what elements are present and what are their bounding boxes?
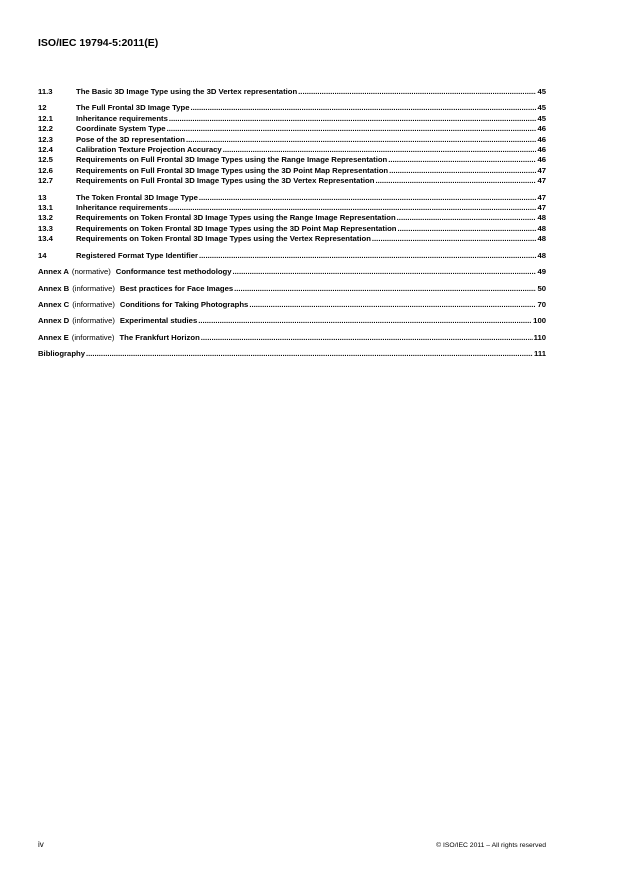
toc-entry[interactable] [38,213,546,223]
toc-entry-page: 48 [537,234,546,244]
toc-entry-title: Coordinate System Type [76,124,166,134]
toc-entry-title: Requirements on Token Frontal 3D Image Types using the 3D Point Map Representation [76,223,397,233]
toc-entry-page: 45 [537,103,546,113]
toc-annex-entry[interactable] [38,316,546,326]
dot-leader [86,349,533,359]
toc-entry-page: 48 [537,250,546,260]
dot-leader [388,155,536,165]
annex-title: The Frankfurt Horizon [119,332,200,342]
dot-leader [201,333,533,343]
dot-leader [186,135,537,145]
toc-entry[interactable] [38,176,546,186]
toc-entry-title: The Basic 3D Image Type using the 3D Vertex representation [76,87,298,96]
toc-entry[interactable] [38,145,546,155]
dot-leader [375,176,536,186]
toc-annex-entry[interactable] [38,284,546,294]
toc-entry[interactable] [38,251,546,261]
dot-leader [167,124,537,134]
toc-entry-title: Requirements on Full Frontal 3D Image Types using the Range Image Representation [76,155,388,165]
bibliography-page: 111 [534,349,546,359]
annex-kind: (informative) [72,316,115,326]
toc-entry-title: Inheritance requirements [76,203,168,213]
toc-entry-number: 13.2 [38,213,53,223]
footer-copyright: © ISO/IEC 2011 – All rights reserved [436,842,546,849]
toc-entry-title: Requirements on Full Frontal 3D Image Types using the 3D Point Map Representation [76,165,389,175]
toc-entry-page: 45 [537,113,546,123]
dot-leader [234,284,536,294]
dot-leader [198,316,532,326]
toc-entry-number: 12.6 [38,165,53,175]
annex-label: Annex C [38,299,70,309]
toc-entry-title: Pose of the 3D representation [76,134,185,144]
toc-entry-page: 47 [537,192,546,202]
annex-page: 49 [537,267,546,277]
annex-label: Annex A [38,267,69,277]
toc-entry-page: 48 [537,223,546,233]
dot-leader [223,145,537,155]
toc-entry[interactable] [38,87,546,97]
dot-leader [199,251,536,261]
annex-page: 100 [533,316,546,326]
toc-entry-title: The Token Frontal 3D Image Type [76,192,198,202]
annex-title: Conditions for Taking Photographs [119,299,249,309]
dot-leader [190,103,536,113]
toc-entry-title: Registered Format Type Identifier [76,250,199,260]
annex-kind: (normative) [71,267,111,277]
dot-leader [169,203,537,213]
toc-entry-title: Inheritance requirements [76,113,168,123]
toc-entry-number: 14 [38,250,47,260]
annex-label: Annex D [38,316,70,326]
toc-entry-page: 45 [537,87,546,96]
toc-entry-page: 48 [537,213,546,223]
dot-leader [397,213,537,223]
toc-entry-title: Requirements on Token Frontal 3D Image Types using the Range Image Representation [76,213,396,223]
dot-leader [298,87,536,97]
toc-entry[interactable] [38,135,546,145]
toc-entry-number: 13.1 [38,203,53,213]
toc-entry[interactable] [38,166,546,176]
toc-bibliography-entry[interactable] [38,349,546,359]
toc-annex-entry[interactable] [38,333,546,343]
bibliography-title: Bibliography [38,349,85,359]
document-header: ISO/IEC 19794-5:2011(E) [38,37,159,49]
toc-annex-entry[interactable] [38,267,546,277]
toc-entry[interactable] [38,114,546,124]
toc-entry-page: 46 [537,124,546,134]
toc-annex-entry[interactable] [38,300,546,310]
toc-entry-number: 12.1 [38,113,53,123]
table-of-contents [38,87,546,360]
toc-entry-title: Requirements on Full Frontal 3D Image Types using the 3D Vertex Representation [76,176,375,186]
toc-entry-page: 46 [537,134,546,144]
annex-title: Conformance test methodology [115,267,232,277]
toc-entry-number: 13 [38,192,47,202]
toc-entry[interactable] [38,234,546,244]
footer-page-number: iv [38,840,44,849]
toc-entry[interactable] [38,203,546,213]
toc-entry-number: 13.4 [38,234,53,244]
annex-title: Best practices for Face Images [119,283,234,293]
toc-entry[interactable] [38,124,546,134]
dot-leader [389,166,536,176]
toc-entry-title: The Full Frontal 3D Image Type [76,103,190,113]
annex-page: 70 [537,299,546,309]
toc-entry-number: 12.4 [38,145,53,155]
toc-entry-page: 47 [537,203,546,213]
toc-entry-page: 47 [537,165,546,175]
toc-entry-number: 13.3 [38,223,53,233]
dot-leader [199,193,537,203]
toc-entry-page: 47 [537,176,546,186]
annex-label: Annex B [38,283,70,293]
dot-leader [398,224,537,234]
annex-page: 50 [537,283,546,293]
annex-kind: (informative) [72,283,115,293]
dot-leader [169,114,537,124]
annex-page: 110 [533,332,546,342]
annex-label: Annex E [38,332,69,342]
toc-entry-number: 12.3 [38,134,53,144]
dot-leader [249,300,536,310]
toc-entry-page: 46 [537,155,546,165]
toc-entry[interactable] [38,103,546,113]
annex-kind: (informative) [72,299,115,309]
toc-entry-title: Calibration Texture Projection Accuracy [76,145,222,155]
toc-entry-page: 46 [537,145,546,155]
dot-leader [233,267,537,277]
toc-entry-title: Requirements on Token Frontal 3D Image Types using the Vertex Representation [76,234,371,244]
dot-leader [372,234,537,244]
toc-entry[interactable] [38,155,546,165]
toc-entry[interactable] [38,193,546,203]
toc-entry-number: 12.5 [38,155,53,165]
toc-entry[interactable] [38,224,546,234]
toc-entry-number: 12 [38,103,47,113]
annex-title: Experimental studies [119,316,198,326]
toc-entry-number: 12.2 [38,124,53,134]
toc-entry-number: 12.7 [38,176,53,186]
toc-entry-number: 11.3 [38,87,53,96]
annex-kind: (informative) [71,332,115,342]
